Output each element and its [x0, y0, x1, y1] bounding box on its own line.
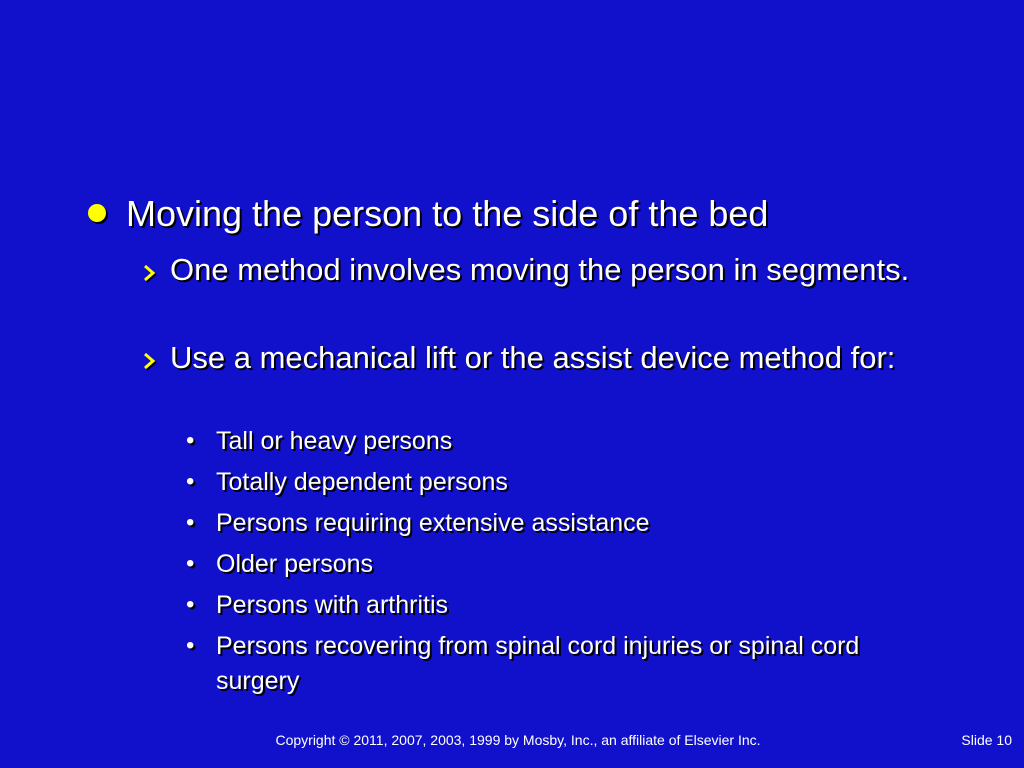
filled-circle-bullet-icon — [88, 204, 106, 222]
bullet-level3-text: Tall or heavy persons — [216, 427, 453, 455]
bullet-level3-text: Persons with arthritis — [216, 591, 449, 619]
bullet-level2 — [138, 338, 938, 418]
footer-copyright: Copyright © 2011, 2007, 2003, 1999 by Mosby, Inc., an affiliate of Elsevier Inc. — [275, 732, 761, 748]
arrowhead-bullet-icon — [138, 350, 160, 372]
bullet-level3-marker: • — [186, 550, 195, 577]
arrowhead-bullet-icon — [138, 262, 160, 284]
bullet-level2-text: Use a mechanical lift or the assist device method for: — [170, 340, 896, 375]
bullet-level3-text: Older persons — [216, 550, 374, 578]
slide-number: Slide 10 — [961, 732, 1012, 748]
bullet-level3-text: Persons requiring extensive assistance — [216, 509, 650, 537]
bullet-level3-marker: • — [186, 427, 195, 454]
bullet-level3-marker: • — [186, 468, 195, 495]
bullet-level2-text: One method involves moving the person in segments. — [170, 252, 910, 287]
bullet-level3-marker: • — [186, 632, 195, 659]
bullet-level3-text: Persons recovering from spinal cord injuries or spinal cord surgery — [216, 632, 860, 695]
bullet-level3-marker: • — [186, 509, 195, 536]
bullet-level3-text: Totally dependent persons — [216, 468, 508, 496]
bullet-level2 — [138, 250, 938, 330]
bullet-level1-text: Moving the person to the side of the bed — [126, 193, 769, 234]
bullet-level3-marker: • — [186, 591, 195, 618]
